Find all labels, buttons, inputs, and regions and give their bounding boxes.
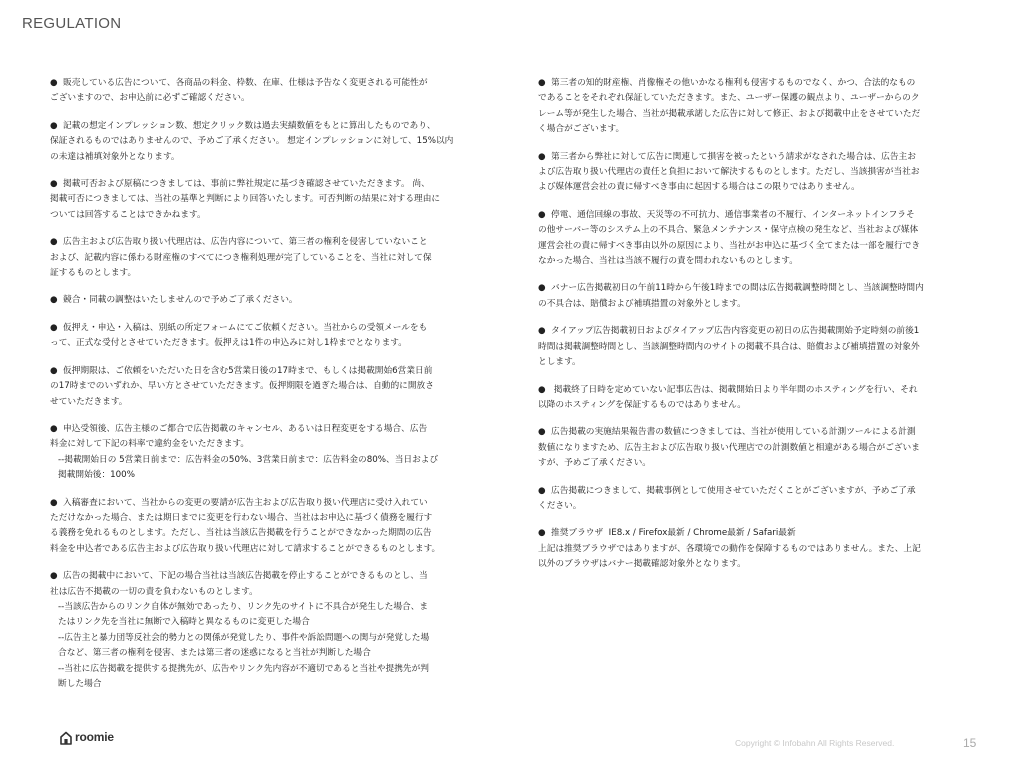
regulation-line: 以降のホスティングを保証するものではありません。 — [538, 399, 746, 410]
regulation-line: 広告主および広告取り扱い代理店は、広告内容について、第三者の権利を侵害していないこと — [63, 237, 428, 248]
bullet-icon: ● — [50, 365, 58, 376]
regulation-line: 申込受領後、広告主様のご都合で広告掲載のキャンセル、あるいは日程変更をする場合、広告 — [63, 423, 428, 434]
regulation-line: く場合がございます。 — [538, 124, 625, 135]
regulation-subline: 掲載開始後：100% — [58, 470, 135, 481]
regulation-line: 社は広告不掲載の一切の責を負わないものとします。 — [50, 586, 258, 597]
page-title: REGULATION — [22, 15, 122, 32]
regulation-line: なかった場合、当社は当該不履行の責を問われないものとします。 — [538, 256, 798, 267]
regulation-item — [50, 496, 488, 558]
regulation-line: の17時までのいずれか、早い方とさせていただきます。仮押期限を過ぎた場合は、自動的に開放さ — [50, 381, 434, 392]
bullet-icon: ● — [50, 571, 58, 582]
regulation-line: よび媒体運営会社の責に帰すべき事由に起因する場合はこの限りではありません。 — [538, 182, 860, 193]
regulation-subline: --当社に広告掲載を提供する提携先が、広告やリンク先内容が不適切であると当社や提携先が判 — [58, 663, 429, 674]
regulation-line: とします。 — [538, 357, 581, 368]
regulation-line: 記載の想定インプレッション数、想定クリック数は過去実績数値をもとに算出したものであり、 — [63, 120, 436, 131]
regulation-subline: --広告主と暴力団等反社会的勢力との関係が発覚したり、事件や訴訟問題への関与が発覚した場 — [58, 632, 430, 643]
regulation-subline: 合など、第三者の権利を侵害、または第三者の迷惑になると当社が判断した場合 — [58, 648, 371, 659]
regulation-item — [538, 526, 976, 572]
regulation-line: 掲載可否および原稿につきましては、事前に弊社規定に基づき確認させていただきます。 尚、 — [63, 179, 430, 190]
regulation-item — [538, 208, 976, 270]
regulation-line: 第三者から弊社に対して広告に関連して損害を被ったという請求がなされた場合は、広告主お — [551, 151, 916, 162]
regulation-line: の不具合は、賠償および補填措置の対象外とします。 — [538, 298, 746, 309]
regulation-line: ついては回答することはできかねます。 — [50, 209, 206, 220]
regulation-line: 停電、通信回線の事故、天災等の不可抗力、通信事業者の不履行、インターネットインフラそ — [551, 209, 915, 220]
regulation-item — [538, 324, 976, 370]
regulation-item — [50, 569, 488, 692]
regulation-line: 料金を申込者である広告主および広告取り扱い代理店に対して請求することができるものとします。 — [50, 543, 441, 554]
regulation-line: 証するものとします。 — [50, 268, 137, 279]
bullet-icon: ● — [50, 322, 58, 333]
regulation-line: せていただきます。 — [50, 396, 128, 407]
regulation-line: ただけなかった場合、または期日までに変更を行わない場合、当社はお申込に基づく債務を履行す — [50, 512, 433, 523]
regulation-line: って、正式な受付とさせていただきます。仮押えは1件の申込みに対し1枠までとなります。 — [50, 338, 407, 349]
regulation-subline: 断した場合 — [58, 679, 102, 689]
bullet-icon: ● — [50, 497, 58, 508]
regulation-line: 以外のブラウザはバナー掲載確認対象外となります。 — [538, 559, 746, 570]
bullet-icon: ● — [538, 283, 546, 294]
regulation-item — [50, 177, 488, 223]
page-number: 15 — [963, 736, 977, 750]
bullet-icon: ● — [538, 326, 546, 337]
regulation-item — [50, 76, 488, 107]
regulation-line: 広告掲載につきまして、掲載事例として使用させていただくことがございますが、予めご了承 — [551, 485, 916, 496]
regulation-line: 推奨ブラウザ IE8.x / Firefox最新 / Chrome最新 / Safari最新 — [551, 528, 796, 539]
regulation-item — [538, 383, 976, 414]
regulation-item — [538, 425, 976, 471]
copyright-text: Copyright © Infobahn All Rights Reserved. — [735, 738, 895, 748]
regulation-item — [538, 484, 976, 515]
regulation-line: 上記は推奨ブラウザではありますが、各環境での動作を保障するものではありません。また、上記 — [538, 543, 921, 554]
regulation-line: 仮押期限は、ご依頼をいただいた日を含む5営業日後の17時まで、もしくは掲載開始6営業日前 — [63, 365, 433, 376]
regulation-subline: --掲載開始日の 5営業日前まで：広告料金の50%、3営業日前まで：広告料金の80%、当日および — [58, 454, 439, 465]
bullet-icon: ● — [50, 179, 58, 190]
bullet-icon: ● — [538, 151, 546, 162]
bullet-icon: ● — [538, 209, 546, 220]
footer-logo — [60, 729, 114, 745]
regulation-line: 保証されるものではありませんので、予めご了承ください。 想定インプレッションに対して、15%以内 — [50, 136, 454, 147]
bullet-icon: ● — [50, 237, 58, 248]
regulation-line: の未達は補填対象外となります。 — [50, 151, 180, 162]
bullet-icon: ● — [538, 528, 546, 539]
bullet-icon: ● — [538, 485, 546, 496]
logo-wordmark: roomie — [75, 730, 114, 744]
regulation-item — [50, 422, 488, 484]
bullet-icon: ● — [50, 78, 58, 88]
roomie-house-icon — [60, 730, 72, 744]
regulation-line: よび広告取り扱い代理店の責任と負担において解決するものとします。ただし、当該損害が当社お — [538, 167, 920, 178]
regulation-subline: --当該広告からのリンク自体が無効であったり、リンク先のサイトに不具合が発生した場合、ま — [58, 601, 429, 612]
regulation-item — [538, 281, 976, 312]
regulation-line: る義務を免れるものとします。ただし、当社は当該広告掲載を行うことができなかった期間の広告 — [50, 528, 432, 539]
regulation-line: タイアップ広告掲載初日およびタイアップ広告内容変更の初日の広告掲載開始予定時刻の前後1 — [551, 326, 920, 337]
regulation-subline: たはリンク先を当社に無断で入稿時と異なるものに変更した場合 — [58, 617, 310, 628]
regulation-line: 掲載終了日時を定めていない記事広告は、掲載開始日より半年間のホスティングを行い、それ — [551, 384, 918, 395]
regulation-line: 掲載可否につきましては、当社の基準と判断により回答いたします。可否判断の結果に対する理由に — [50, 194, 441, 205]
regulation-line: 数値になりますため、広告主および広告取り扱い代理店での計測数値と相違がある場合がございま — [538, 442, 920, 453]
regulation-item — [538, 150, 976, 196]
regulation-line: ございますので、お申込前に必ずご確認ください。 — [50, 93, 250, 104]
regulation-line: バナー広告掲載初日の午前11時から午後1時までの間は広告掲載調整時間とし、当該調整時間内 — [551, 283, 924, 294]
regulation-line: 広告の掲載中において、下記の場合当社は当該広告掲載を停止することができるものとし、当 — [63, 571, 428, 582]
bullet-icon: ● — [538, 384, 546, 395]
regulation-item — [50, 235, 488, 281]
bullet-icon: ● — [50, 423, 58, 434]
regulation-item — [50, 293, 488, 308]
bullet-icon: ● — [538, 78, 546, 88]
regulation-line: および、記載内容に係わる財産権のすべてにつき権利処理が完了していることを、当社に対して保 — [50, 252, 432, 263]
bullet-icon: ● — [538, 427, 546, 438]
regulation-line: であることをそれぞれ保証していただきます。また、ユーザー保護の観点より、ユーザーからのク — [538, 93, 920, 104]
regulation-line: 仮押え・申込・入稿は、別紙の所定フォームにてご依頼ください。当社からの受領メールをも — [63, 322, 428, 333]
regulation-line: 料金に対して下記の料率で違約金をいただきます。 — [50, 439, 250, 450]
regulation-line: 広告掲載の実施結果報告書の数値につきましては、当社が使用している計測ツールによる計測 — [551, 427, 916, 438]
left-column — [50, 76, 488, 704]
regulation-item — [50, 321, 488, 352]
right-column — [538, 76, 976, 585]
regulation-line: ください。 — [538, 500, 582, 511]
regulation-line: 第三者の知的財産権、肖像権その他いかなる権利も侵害するものでなく、かつ、合法的なもの — [551, 78, 916, 88]
bullet-icon: ● — [50, 120, 58, 131]
regulation-line: 入稿審査において、当社からの変更の要請が広告主および広告取り扱い代理店に受け入れてい — [63, 497, 428, 508]
regulation-line: すが、予めご了承ください。 — [538, 458, 651, 469]
regulation-line: レーム等が発生した場合、当社が掲載承諾した広告に対して修正、および掲載中止をさせていただ — [538, 108, 921, 119]
regulation-item — [538, 76, 976, 138]
regulation-item — [50, 364, 488, 410]
regulation-line: 運営会社の責に帰すべき事由以外の原因により、当社がお申込に基づく全てまたは一部を履行でき — [538, 240, 921, 251]
regulation-line: 販売している広告について、各商品の料金、枠数、在庫、仕様は予告なく変更される可能性が — [63, 78, 428, 88]
regulation-line: 競合・同載の調整はいたしませんので予めご了承ください。 — [63, 295, 298, 306]
regulation-item — [50, 119, 488, 165]
bullet-icon: ● — [50, 295, 58, 306]
regulation-line: 時間は掲載調整時間とし、当該調整時間内のサイトの掲載不具合は、賠償および補填措置の対象外 — [538, 341, 920, 352]
regulation-line: の他サーバー等のシステム上の不具合、緊急メンテナンス・保守点検の発生など、当社および媒体 — [538, 225, 919, 236]
